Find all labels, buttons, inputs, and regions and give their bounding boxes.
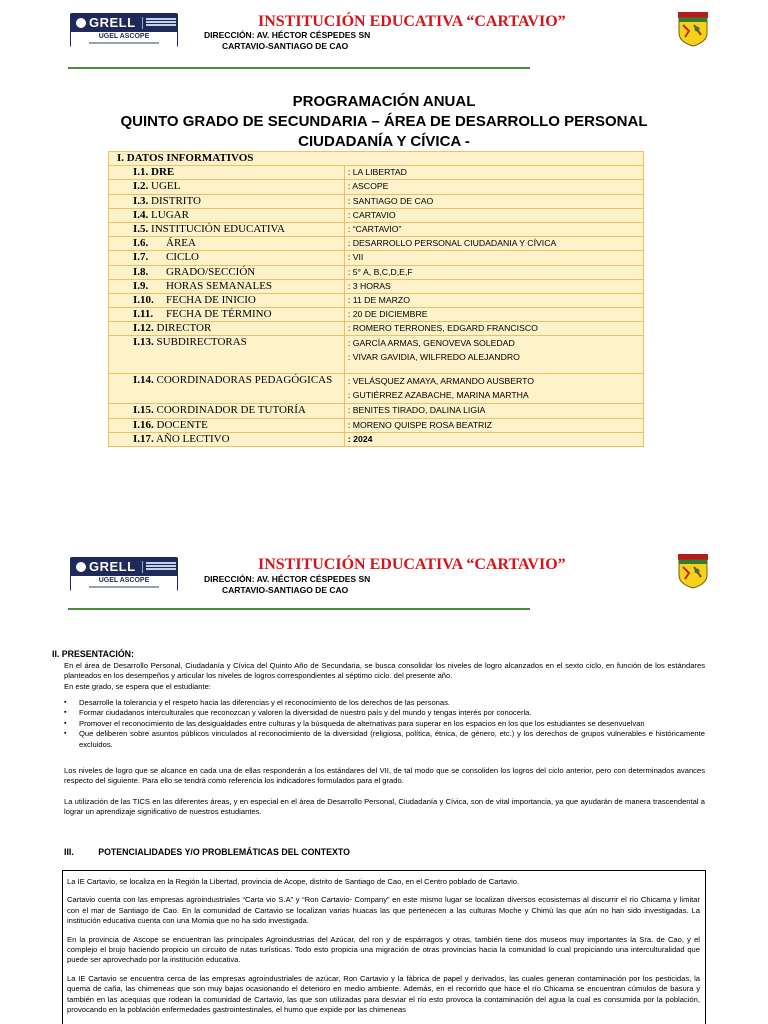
table-row <box>109 404 644 418</box>
row-label: COORDINADORAS PEDAGÓGICAS <box>156 374 333 387</box>
table-row <box>109 180 644 194</box>
globe-icon <box>76 18 86 28</box>
row-label: DIRECTOR <box>156 322 212 335</box>
row-value: : 3 HORAS <box>344 279 643 293</box>
table-row <box>109 432 644 446</box>
header-divider <box>68 67 530 69</box>
logo-ugel-text: UGEL ASCOPE <box>98 577 150 584</box>
row-label: AÑO LECTIVO <box>155 432 230 445</box>
table-row <box>109 418 644 432</box>
table-row <box>109 265 644 279</box>
table-row <box>109 237 644 251</box>
row-value: : 20 DE DICIEMBRE <box>344 308 643 322</box>
row-num: I.9. <box>133 279 149 292</box>
row-value: : ROMERO TERRONES, EDGARD FRANCISCO <box>344 322 643 336</box>
grell-ugel-logo-2 <box>70 557 178 591</box>
row-value: : 5° A, B,C,D,E,F <box>344 265 643 279</box>
doc-title-line-2: QUINTO GRADO DE SECUNDARIA – ÁREA DE DESARROLLO PERSONAL <box>120 113 648 130</box>
potencialidades-paragraph-1: La IE Cartavio, se localiza en la Región la Libertad, provincia de Acope, distrito de Santiago de Cao, en el Centro poblado de Cartavio. <box>67 877 520 886</box>
row-value: : BENITES TIRADO, DALINA LIGIA <box>344 404 643 418</box>
row-value: : 11 DE MARZO <box>344 293 643 307</box>
potencialidades-paragraph-2: Cartavio cuenta con las empresas agroindustriales “Carta vio S.A” y “Ron Cartavio- Company” en este mismo lugar se localizan diversos ecosistemas al discurrir el río Chicama y limitar con el mar de Santiago de Cao. En la comunidad de Cartavio se localizan varias huacas las que pertenecen a las culturas Moche y Chimú las que aún no han sido investigadas. La institución educativa cuenta con una Momia que no ha sido investigada. <box>67 895 700 926</box>
presentacion-heading: II. PRESENTACIÓN: <box>52 649 134 659</box>
doc-title-line-3: CIUDADANÍA Y CÍVICA - <box>298 133 470 150</box>
address-line-2-2: CARTAVIO-SANTIAGO DE CAO <box>222 585 349 595</box>
table-row <box>109 194 644 208</box>
row-num: I.16. <box>133 418 154 431</box>
row-value: : 2024 <box>344 432 643 446</box>
row-num: I.4. <box>133 208 149 221</box>
row-label: LUGAR <box>151 208 189 221</box>
potencialidades-box <box>62 870 706 1024</box>
row-label: UGEL <box>151 180 181 193</box>
row-num: I.5. <box>133 222 149 235</box>
address-line-1-2: DIRECCIÓN: AV. HÉCTOR CÉSPEDES SN <box>204 574 371 584</box>
table-row <box>109 208 644 222</box>
logo-ugel-text: UGEL ASCOPE <box>98 33 150 40</box>
row-value: : MORENO QUISPE ROSA BEATRIZ <box>344 418 643 432</box>
list-item: ▪ Desarrolle la tolerancia y el respeto hacia las diferencias y el reconocimiento de los derechos de las personas. <box>64 698 705 708</box>
row-label: SUBDIRECTORAS <box>156 336 247 349</box>
address-line-2: CARTAVIO-SANTIAGO DE CAO <box>222 41 349 51</box>
row-label: FECHA DE INICIO <box>166 293 256 306</box>
row-label: CICLO <box>166 251 199 264</box>
row-num: I.13. <box>133 336 154 349</box>
row-value: : “CARTAVIO” <box>344 222 643 236</box>
row-label: DRE <box>151 166 175 179</box>
row-num: I.2. <box>133 180 149 193</box>
datos-heading: I. DATOS INFORMATIVOS <box>109 152 644 166</box>
presentacion-bullet-list <box>64 698 705 750</box>
row-num: I.15. <box>133 404 154 417</box>
row-num: I.6. <box>133 237 149 250</box>
logo-grell-text: GRELL <box>89 559 136 574</box>
presentacion-paragraph-1: En el área de Desarrollo Personal, Ciudadanía y Cívica del Quinto Año de Secundaria, se busca consolidar los niveles de logro alcanzados en el sexto ciclo, en función de los estándares planteados en los desempeños y articular los niveles de logros correspondientes al séptimo ciclo. del presente año. <box>64 661 705 681</box>
row-value-2: : GUTIÉRREZ AZABACHE, MARINA MARTHA <box>347 390 529 401</box>
address-line-1: DIRECCIÓN: AV. HÉCTOR CÉSPEDES SN <box>204 30 371 40</box>
table-row <box>109 322 644 336</box>
presentacion-paragraph-4: La utilización de las TICS en las diferentes áreas, y en especial en el área de Desarrollo Personal, Ciudadanía y Cívica, son de vital importancia, ya que ayudarán de manera trascendental a lograr un aprendizaje significativo de nuestros estudiantes. <box>64 797 705 817</box>
table-row <box>109 336 644 374</box>
institution-title-2: INSTITUCIÓN EDUCATIVA “CARTAVIO” <box>258 556 566 573</box>
row-value: : SANTIAGO DE CAO <box>344 194 643 208</box>
row-num: I.8. <box>133 265 149 278</box>
grell-ugel-logo <box>70 13 178 47</box>
potencialidades-paragraph-4: La IE Cartavio se encuentra cerca de las empresas agroindustriales de azúcar, Ron Cartavio y la fábrica de papel y derivados, las cuales generan contaminación por los pesticidas, la quema de caña, las chimeneas que son muy bajas ocasionando el deterioro en medio ambiente. Además, en el recorrido que hace el río Chicama se encuentran cúmulos de basura y también en las acequias que rodean la comunidad de Cartavio, las que son utilizadas para desviar el río esto provoca la contaminación del agua la cual es consumida por la población, provocando en la población enfermedades gastrointestinales, el humo que expide por las chimeneas <box>67 973 700 1015</box>
table-row <box>109 279 644 293</box>
row-value: : ASCOPE <box>344 180 643 194</box>
row-label: ÁREA <box>166 237 196 250</box>
presentacion-paragraph-2: En este grado, se espera que el estudiante: <box>64 681 211 691</box>
row-num: I.3. <box>133 194 149 207</box>
list-item: ▪ Formar ciudadanos interculturales que reconozcan y valoren la diversidad de nuestro país y del mundo y tengas interés por conocerla. <box>64 708 705 718</box>
datos-informativos-table <box>108 151 644 447</box>
row-label: INSTITUCIÓN EDUCATIVA <box>151 222 285 235</box>
row-num: I.11. <box>133 308 154 321</box>
row-value: : VELÁSQUEZ AMAYA, ARMANDO AUSBERTO <box>347 376 535 387</box>
table-row <box>109 166 644 180</box>
row-label: FECHA DE TÉRMINO <box>166 308 272 321</box>
row-num: I.12. <box>133 322 154 335</box>
globe-icon <box>76 562 86 572</box>
table-row <box>109 251 644 265</box>
table-heading-row <box>109 152 644 166</box>
row-num: I.14. <box>133 374 154 387</box>
row-value-2: : VIVAR GAVIDIA, WILFREDO ALEJANDRO <box>347 352 520 363</box>
table-row <box>109 374 644 404</box>
school-crest-icon <box>676 553 710 589</box>
row-label: COORDINADOR DE TUTORÍA <box>156 404 306 417</box>
row-label: DISTRITO <box>151 194 201 207</box>
potencialidades-heading: III. POTENCIALIDADES Y/O PROBLEMÁTICAS DEL CONTEXTO <box>64 847 350 857</box>
row-value: : VII <box>344 251 643 265</box>
presentacion-paragraph-3: Los niveles de logro que se alcance en cada una de ellas responderán a los estándares del VII, de tal modo que se consoliden los logros del ciclo anterior, pero con determinados avances respecto del siguiente. Para ello se tendrá como referencia los indicadores formulados para el grado. <box>64 766 705 786</box>
list-item: ▪ Promover el reconocimiento de las desigualdades entre culturas y la búsqueda de alternativas para superar en los espacios en los que los estudiantes se desenvuelvan <box>64 719 705 729</box>
row-label: DOCENTE <box>156 418 208 431</box>
doc-title-line-1: PROGRAMACIÓN ANUAL <box>292 93 476 110</box>
logo-grell-text: GRELL <box>89 15 136 30</box>
list-item: ▪ Que deliberen sobre asuntos públicos vinculados al reconocimiento de la diversidad (religiosa, política, étnica, de género, etc.) y los derechos de grupos vulnerables e históricamente excluidos. <box>64 729 705 750</box>
row-value: : DESARROLLO PERSONAL CIUDADANIA Y CÍVICA <box>344 237 643 251</box>
row-num: I.7. <box>133 251 149 264</box>
table-row <box>109 293 644 307</box>
row-label: GRADO/SECCIÓN <box>166 265 256 278</box>
row-value: : GARCÍA ARMAS, GENOVEVA SOLEDAD <box>347 338 515 349</box>
institution-title: INSTITUCIÓN EDUCATIVA “CARTAVIO” <box>258 13 566 30</box>
potencialidades-paragraph-3: En la provincia de Ascope se encuentran las principales Agroindustrias del Azúcar, del ron y de espárragos y otras, también tiene dos museos muy importantes la Sra. de Cao, y el complejo el brujo haciendo propicio un circuito de rutas turísticas. Todo esto propicia una migración de otras provincias hacia la comunidad lo cual propiciando una interculturalidad que puede ser aprovechado por la institución educativa. <box>67 934 700 965</box>
row-label: HORAS SEMANALES <box>166 279 273 292</box>
row-num: I.1. <box>133 166 149 179</box>
header-divider-2 <box>68 608 530 610</box>
row-value: : LA LIBERTAD <box>344 166 643 180</box>
row-value: : CARTAVIO <box>344 208 643 222</box>
row-num: I.17. <box>133 432 154 445</box>
presentacion-intro <box>64 661 705 692</box>
school-crest-icon <box>676 11 710 47</box>
table-row <box>109 222 644 236</box>
table-row <box>109 308 644 322</box>
row-num: I.10. <box>133 293 154 306</box>
